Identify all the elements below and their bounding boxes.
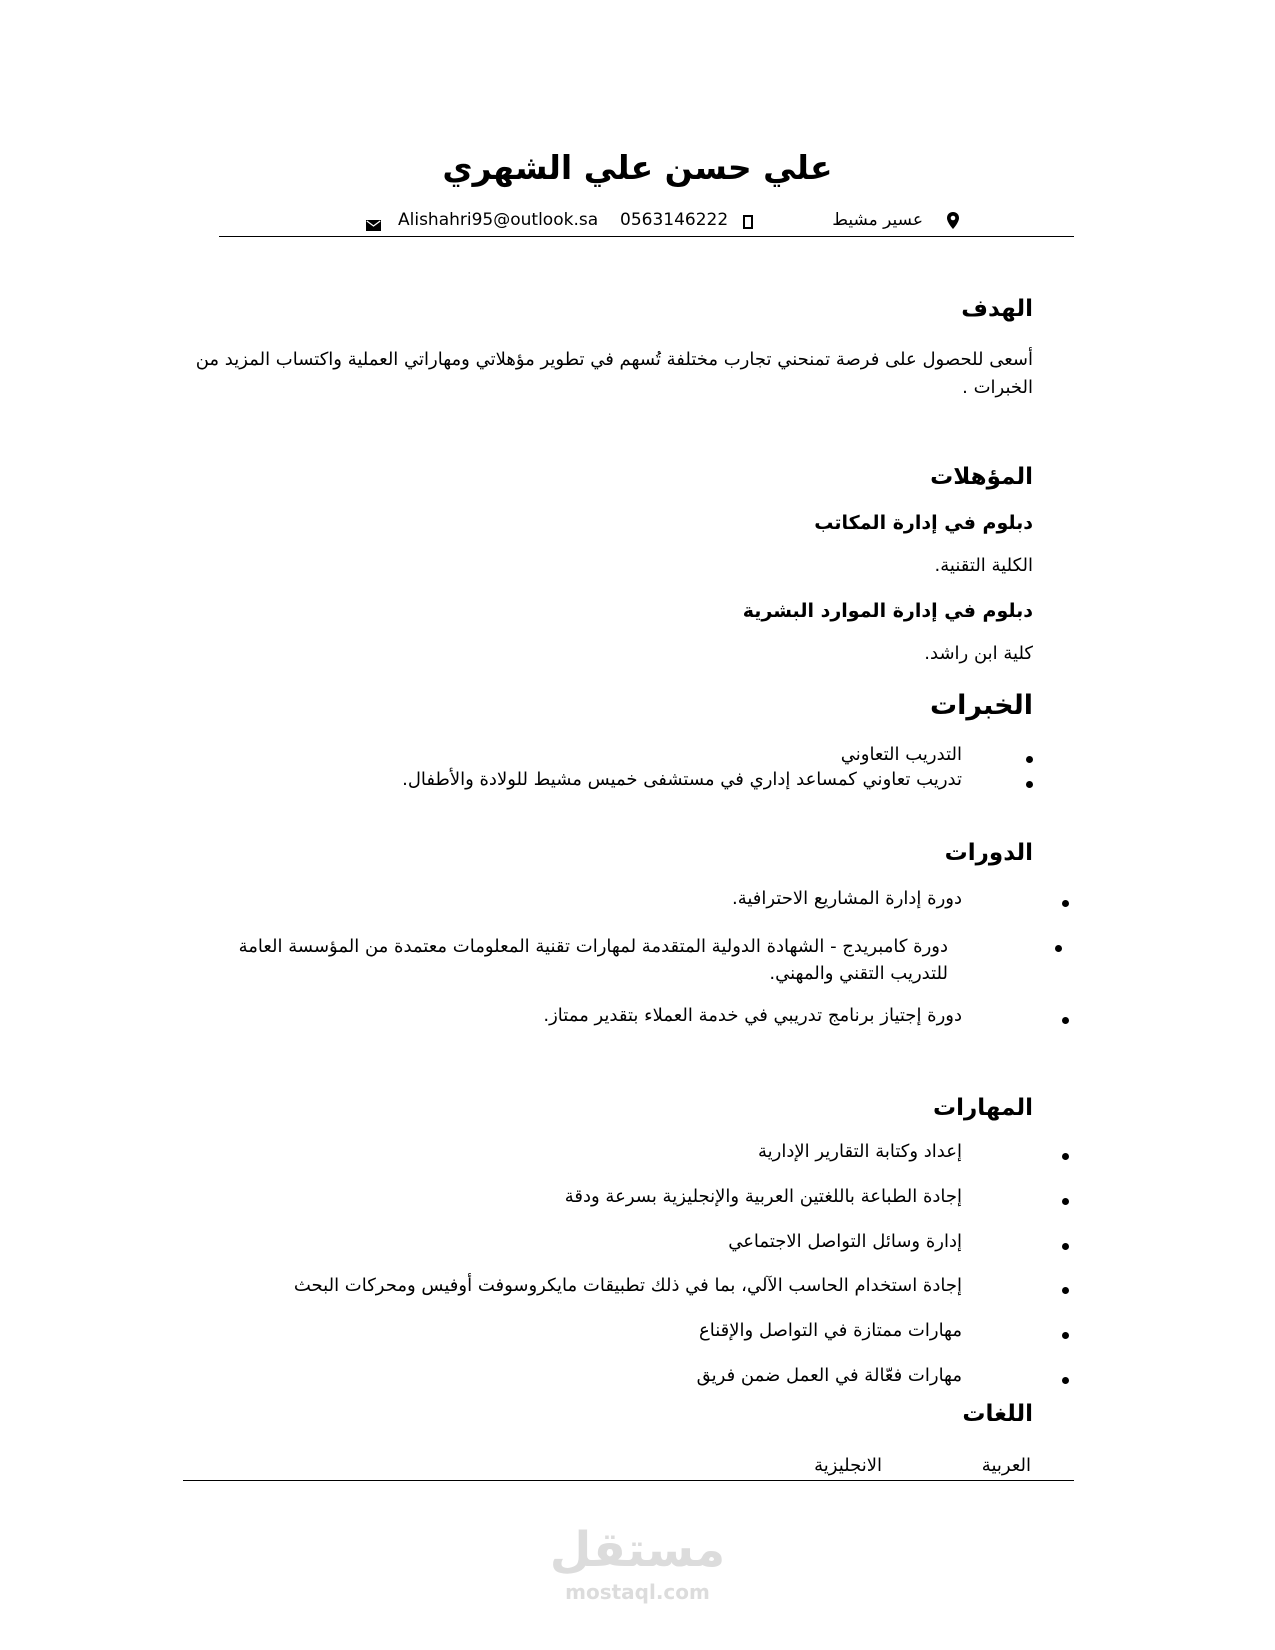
list-bullet — [1062, 1153, 1069, 1160]
location-pin-icon — [946, 212, 960, 235]
header-divider — [219, 236, 1074, 237]
qualification-degree: دبلوم في إدارة المكاتب — [814, 512, 1033, 534]
skill-item: إجادة الطباعة باللغتين العربية والإنجليزية بسرعة ودقة — [564, 1186, 962, 1207]
list-bullet — [1026, 756, 1033, 763]
skills-title: المهارات — [933, 1095, 1033, 1121]
qualification-institution: الكلية التقنية. — [934, 555, 1033, 576]
location-text: عسير مشيط — [832, 210, 923, 230]
list-bullet — [1062, 1243, 1069, 1250]
course-item: دورة كامبريدج - الشهادة الدولية المتقدمة لمهارات تقنية المعلومات معتمدة من المؤسسة العامة للتدريب التقني والمهني. — [238, 936, 948, 984]
qualification-degree: دبلوم في إدارة الموارد البشرية — [742, 600, 1033, 622]
experience-item: تدريب تعاوني كمساعد إداري في مستشفى خميس مشيط للولادة والأطفال. — [402, 769, 962, 790]
language-item: العربية — [981, 1455, 1031, 1476]
skill-item: إعداد وكتابة التقارير الإدارية — [758, 1141, 962, 1162]
skill-item: إجادة استخدام الحاسب الآلي، بما في ذلك تطبيقات مايكروسوفت أوفيس ومحركات البحث — [293, 1275, 962, 1296]
skill-item: إدارة وسائل التواصل الاجتماعي — [728, 1231, 962, 1252]
list-bullet — [1026, 781, 1033, 788]
list-bullet — [1062, 1332, 1069, 1339]
courses-title: الدورات — [944, 840, 1033, 866]
objective-title: الهدف — [961, 296, 1033, 322]
list-bullet — [1062, 1287, 1069, 1294]
course-item: دورة إدارة المشاريع الاحترافية. — [731, 888, 962, 909]
experience-title: الخبرات — [929, 690, 1033, 721]
list-bullet — [1062, 1198, 1069, 1205]
list-bullet — [1062, 1377, 1069, 1384]
objective-text: أسعى للحصول على فرصة تمنحني تجارب مختلفة تُسهم في تطوير مؤهلاتي ومهاراتي العملية واكتساب المزيد من الخبرات . — [195, 349, 1033, 398]
phone-text: 0563146222 — [620, 210, 729, 230]
course-item: دورة إجتياز برنامج تدريبي في خدمة العملاء بتقدير ممتاز. — [543, 1005, 962, 1026]
skill-item: مهارات ممتازة في التواصل والإقناع — [699, 1320, 962, 1341]
list-bullet — [1062, 1017, 1069, 1024]
resume-name: علي حسن علي الشهري — [442, 148, 833, 187]
envelope-icon — [366, 216, 381, 236]
footer-divider — [183, 1480, 1074, 1481]
watermark-logo: مستقل — [549, 1522, 726, 1578]
language-item: الانجليزية — [814, 1455, 882, 1476]
experience-item: التدريب التعاوني — [840, 744, 962, 765]
email-text: Alishahri95@outlook.sa — [398, 210, 599, 230]
languages-title: اللغات — [962, 1401, 1033, 1427]
phone-icon — [743, 214, 753, 234]
list-bullet — [1055, 945, 1062, 952]
list-bullet — [1062, 900, 1069, 907]
watermark-url: mostaql.com — [565, 1580, 710, 1604]
qualifications-title: المؤهلات — [930, 464, 1033, 490]
skill-item: مهارات فعّالة في العمل ضمن فريق — [696, 1365, 962, 1386]
qualification-institution: كلية ابن راشد. — [924, 643, 1033, 664]
